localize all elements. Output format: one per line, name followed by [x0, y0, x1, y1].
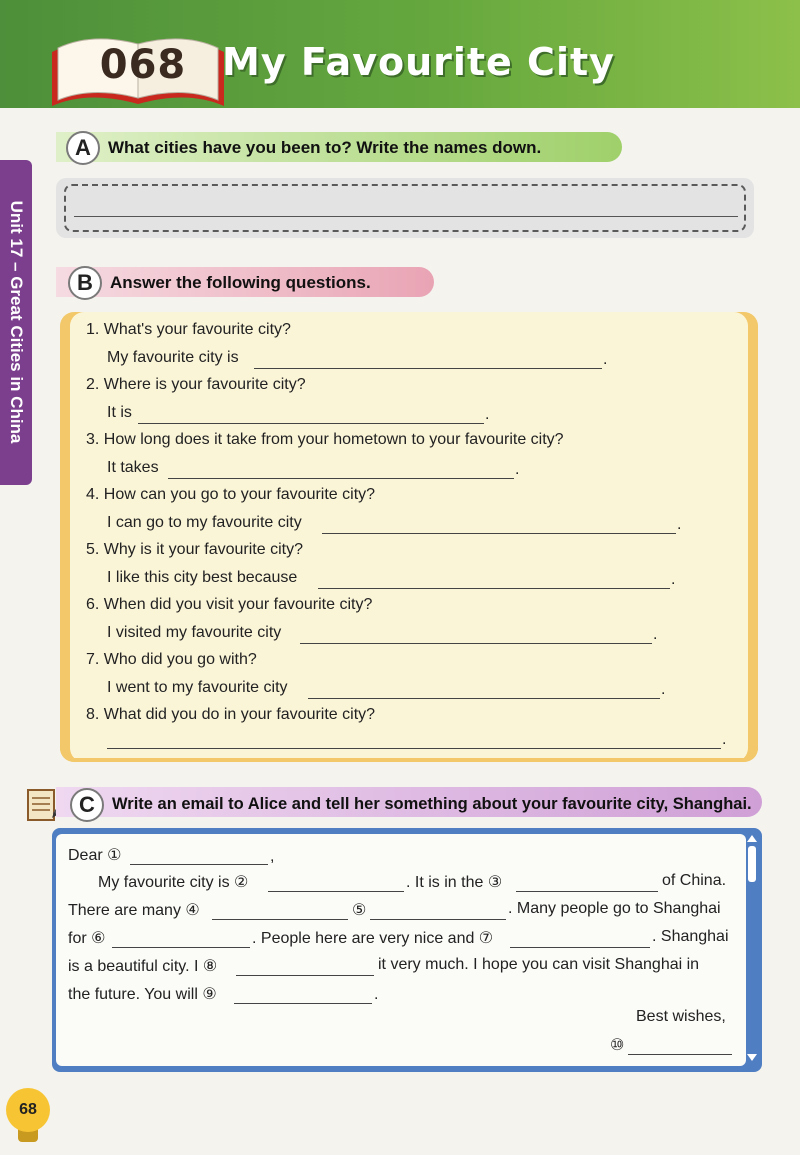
section-a-answer-box — [56, 178, 754, 238]
answer-3-prompt: It takes — [107, 459, 159, 476]
answer-5-prompt: I like this city best because — [107, 569, 298, 586]
question-6: 6. When did you visit your favourite city? — [86, 596, 373, 613]
answer-8-period: . — [722, 731, 727, 748]
answer-8-blank[interactable] — [107, 748, 721, 749]
lesson-title: My Favourite City — [222, 40, 615, 84]
section-c-instruction: Write an email to Alice and tell her something about your favourite city, Shanghai. — [112, 795, 752, 813]
answer-6-blank[interactable] — [300, 643, 652, 644]
section-b-instruction: Answer the following questions. — [110, 273, 371, 292]
scroll-up-icon[interactable] — [747, 835, 757, 842]
blank-8[interactable] — [236, 975, 374, 976]
email-line-3b: ⑤ — [352, 902, 367, 919]
email-line-2c: of China. — [662, 872, 727, 889]
answer-3-blank[interactable] — [168, 478, 514, 479]
email-line-4a: for ⑥ — [68, 930, 106, 947]
answer-1-blank[interactable] — [254, 368, 602, 369]
question-1: 1. What's your favourite city? — [86, 321, 291, 338]
lesson-number: 068 — [99, 42, 187, 88]
blank-4[interactable] — [212, 919, 348, 920]
unit-side-tab-label: Unit 17 – Great Cities in China — [7, 200, 26, 444]
answer-1-period: . — [603, 351, 608, 368]
blank-3[interactable] — [516, 891, 658, 892]
question-4: 4. How can you go to your favourite city? — [86, 486, 376, 503]
question-5: 5. Why is it your favourite city? — [86, 541, 303, 558]
email-line-4b: . People here are very nice and ⑦ — [252, 930, 494, 947]
answer-4-blank[interactable] — [322, 533, 676, 534]
blank-10[interactable] — [628, 1054, 732, 1055]
section-c-letter: C — [70, 788, 104, 822]
email-greeting: Dear ① — [68, 847, 122, 864]
section-a-answer-line[interactable] — [74, 216, 738, 217]
email-line-5b: it very much. I hope you can visit Shanghai in — [378, 956, 700, 973]
email-line-3c: . Many people go to Shanghai — [508, 900, 721, 917]
blank-2[interactable] — [268, 891, 404, 892]
blank-1[interactable] — [130, 864, 268, 865]
answer-2-prompt: It is — [107, 404, 132, 421]
email-line-4c: . Shanghai — [652, 928, 729, 945]
blank-5[interactable] — [370, 919, 506, 920]
email-body — [56, 834, 746, 1066]
page-number: 68 — [6, 1088, 50, 1132]
answer-2-period: . — [485, 406, 490, 423]
question-7: 7. Who did you go with? — [86, 651, 257, 668]
answer-7-blank[interactable] — [308, 698, 660, 699]
email-line-5a: is a beautiful city. I ⑧ — [68, 958, 218, 975]
answer-2-blank[interactable] — [138, 423, 484, 424]
answer-4-period: . — [677, 516, 682, 533]
email-line-6-period: . — [374, 986, 379, 1003]
answer-6-period: . — [653, 626, 658, 643]
email-line-3a: There are many ④ — [68, 902, 200, 919]
answer-3-period: . — [515, 461, 520, 478]
email-line-6a: the future. You will ⑨ — [68, 986, 217, 1003]
email-scroll-thumb[interactable] — [748, 846, 756, 882]
section-b-letter: B — [68, 266, 102, 300]
answer-1-prompt: My favourite city is — [107, 349, 239, 366]
answer-5-blank[interactable] — [318, 588, 670, 589]
question-8: 8. What did you do in your favourite city? — [86, 706, 376, 723]
question-3: 3. How long does it take from your hometown to your favourite city? — [86, 431, 564, 448]
email-line-2b: . It is in the ③ — [406, 874, 503, 891]
blank-9[interactable] — [234, 1003, 372, 1004]
greeting-comma: , — [270, 848, 275, 865]
blank-7[interactable] — [510, 947, 650, 948]
section-a-letter: A — [66, 131, 100, 165]
email-closing: Best wishes, — [636, 1008, 726, 1025]
blank-6[interactable] — [112, 947, 250, 948]
answer-6-prompt: I visited my favourite city — [107, 624, 282, 641]
answer-7-prompt: I went to my favourite city — [107, 679, 288, 696]
section-a-instruction: What cities have you been to? Write the names down. — [108, 138, 542, 157]
signature-marker: ⑩ — [610, 1037, 625, 1054]
question-2: 2. Where is your favourite city? — [86, 376, 306, 393]
answer-4-prompt: I can go to my favourite city — [107, 514, 302, 531]
section-a-dashed-border — [64, 184, 746, 232]
answer-7-period: . — [661, 681, 666, 698]
answer-5-period: . — [671, 571, 676, 588]
email-line-2a: My favourite city is ② — [98, 874, 249, 891]
scroll-down-icon[interactable] — [747, 1054, 757, 1061]
